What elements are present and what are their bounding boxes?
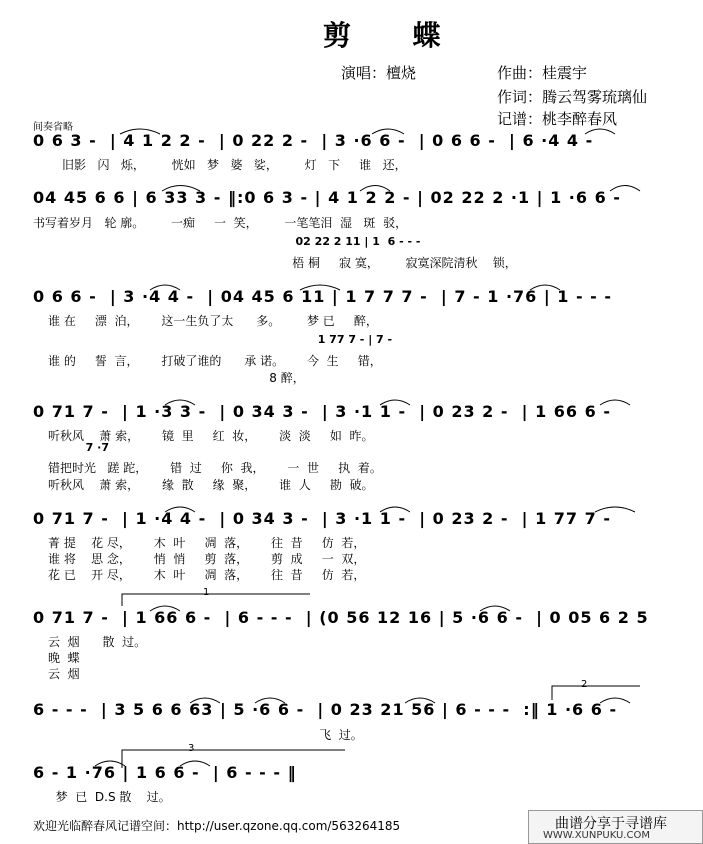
- score-line-2: 04 45 6 6 | 6 33 3 - ‖:0 6 3 - | 4 1 2 2 - | 02 22 2 ·1 | 1 ·6 6 -: [33, 188, 621, 207]
- score-line-3: 0 6 6 - | 3 ·4 4 - | 04 45 6 11 | 1 7 7 7 - | 7 - 1 ·76 | 1 - - -: [33, 287, 613, 306]
- volta-2-label: 2: [581, 679, 588, 690]
- volta-bracket-2: [552, 686, 640, 700]
- lyric-line-5a: 菁 提 花 尽， 木 叶 凋 落， 往 昔 仿 若，: [48, 536, 366, 550]
- lyric-line-6a: 云 烟 散 过。: [48, 635, 147, 649]
- score-line-6: 0 71 7 - | 1 66 6 - | 6 - - - | (0 56 12 16 | 5 ·6 6 - | 0 05 6 2 5: [33, 608, 649, 627]
- lyric-line-1: 旧影 闪 烁， 恍如 梦 婆 娑， 灯 下 谁 还，: [62, 158, 407, 172]
- score-line-4: 0 71 7 - | 1 ·3 3 - | 0 34 3 - | 3 ·1 1 - | 0 23 2 - | 1 66 6 -: [33, 402, 611, 421]
- lyric-line-2b: 梧 桐 寂 寞， 寂寞深院清秋 锁，: [254, 256, 517, 270]
- lyric-line-4b: 错把时光 蹉 跎， 错 过 你 我， 一 世 执 着。: [48, 461, 382, 475]
- site-badge-title: 曲谱分享于寻谱库: [555, 816, 667, 832]
- song-title: 剪 蝶: [323, 19, 455, 52]
- lyric-line-4a: 听秋风 萧 索， 镜 里 红 妆， 淡 淡 如 昨。: [48, 429, 374, 443]
- lyric-line-3a: 谁 在 漂 泊， 这一生负了太 多。 梦 已 醉，: [48, 314, 378, 328]
- alt-score-line-4: 7 ·7: [78, 441, 109, 454]
- lyric-line-2a: 书写着岁月 轮 廓。 一痴 一 笑， 一笔笔泪 湿 斑 驳，: [33, 216, 408, 230]
- lyric-line-6b: 晚 蝶: [48, 651, 80, 665]
- volta-1-label: 1: [203, 587, 210, 598]
- singer-credit: 演唱：檀烧: [341, 64, 417, 82]
- lyric-line-3b: 谁 的 誓 言， 打破了谁的 承 诺。 今 生 错，: [48, 354, 382, 368]
- lyric-line-4c: 听秋风 萧 索， 缘 散 缘 聚， 谁 人 勘 破。: [48, 478, 374, 492]
- score-line-1: 0 6 3 - | 4 1 2 2 - | 0 22 2 - | 3 ·6 6 - | 0 6 6 - | 6 ·4 4 -: [33, 131, 594, 150]
- score-line-5: 0 71 7 - | 1 ·4 4 - | 0 34 3 - | 3 ·1 1 - | 0 23 2 - | 1 77 7 -: [33, 509, 611, 528]
- volta-bracket-1: [122, 594, 310, 606]
- intro-note: 间奏省略: [33, 122, 73, 133]
- lyric-line-7a: 飞 过。: [33, 728, 363, 742]
- volta-3-label: 3: [188, 743, 195, 754]
- composer-credit: 作曲：桂震宇: [497, 64, 588, 82]
- lyric-line-5c: 花 已 开 尽， 木 叶 凋 落， 往 昔 仿 若，: [48, 568, 366, 582]
- lyric-line-3c: 8 醉，: [48, 371, 305, 385]
- footer-credit: 欢迎光临醉春风记谱空间：http://user.qzone.qq.com/563264185: [33, 819, 401, 833]
- score-line-7: 6 - - - | 3 5 6 6 63 | 5 ·6 6 - | 0 23 21 56 | 6 - - - :‖ 1 ·6 6 -: [33, 700, 618, 719]
- score-line-8: 6 - 1 ·76 | 1 6 6 - | 6 - - - ‖: [33, 763, 297, 782]
- alt-score-line-3: 1 77 7 - | 7 -: [176, 333, 393, 346]
- notation-credit: 记谱：桃李醉春风: [497, 110, 618, 128]
- lyric-line-8a: 梦 已 D.S 散 过。: [48, 790, 171, 804]
- lyric-line-5b: 谁 将 思 念， 悄 悄 剪 落， 剪 成 一 双，: [48, 552, 366, 566]
- site-badge-url: WWW.XUNPUKU.COM: [543, 830, 650, 841]
- site-badge[interactable]: [528, 810, 703, 844]
- lyricist-credit: 作词：腾云驾雾琉璃仙: [497, 88, 648, 106]
- alt-score-line-2: 02 22 2 11 | 1 6 - - -: [150, 235, 421, 248]
- lyric-line-6c: 云 烟: [48, 667, 80, 681]
